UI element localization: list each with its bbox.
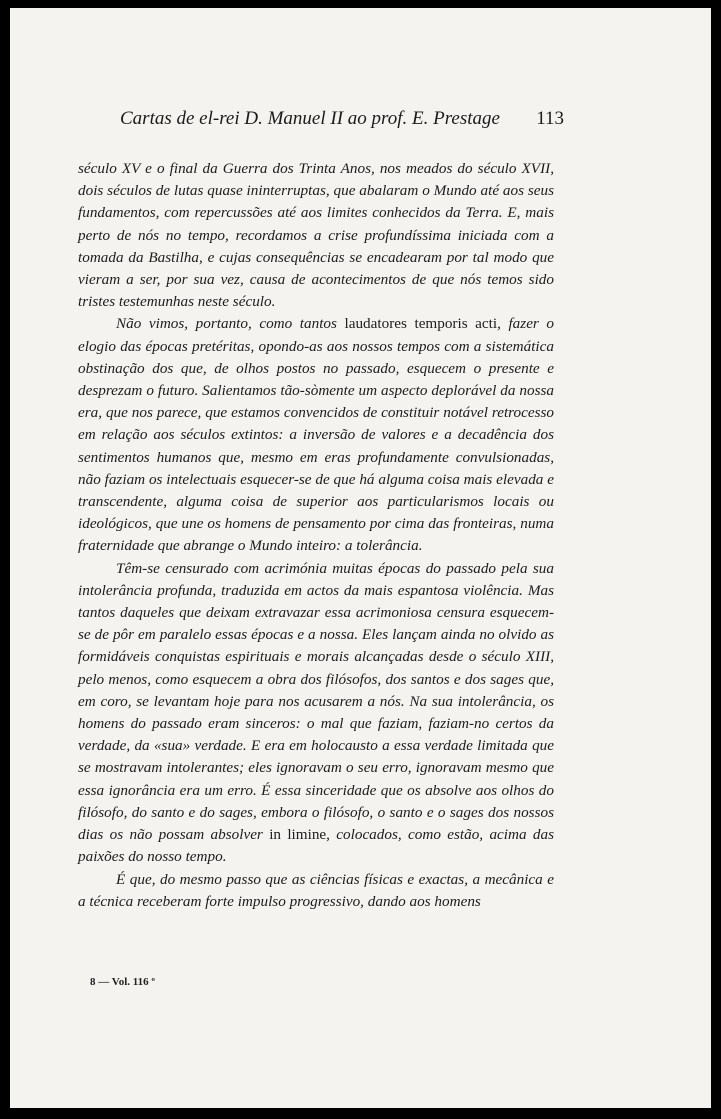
book-page bbox=[10, 8, 711, 1108]
body-text bbox=[78, 158, 554, 913]
paragraph-3 bbox=[78, 558, 554, 869]
paragraph-4 bbox=[78, 869, 554, 913]
paragraph-1-text: século XV e o final da Guerra dos Trinta Anos, nos meados do século XVII, dois séculos de lutas quase ininterruptas, que abalaram o Mundo até aos seus fundamentos, com repercussões até aos limites conhecidos da Terra. E, mais perto de nós no tempo, recordamos a crise profundíssima iniciada com a tomada da Bastilha, e cujas consequências se encadearam por tal modo que vieram a ser, por sua vez, causa de acontecimentos de que nós temos sido tristes testemunhas neste século. bbox=[78, 160, 554, 311]
paragraph-3-text-a: Têm-se censurado com acrimónia muitas épocas do passado pela sua intolerância profunda, traduzida em actos da mais espantosa violência. Mas tantos daqueles que deixam extravazar essa acrimoniosa censura esquecem-se de pôr em paralelo essas épocas e a nossa. Eles lançam ainda no olvido as formidáveis conquistas espirituais e morais alcançadas desde o século XIII, pelo menos, como esquecem a obra dos filósofos, dos santos e dos sages que, em coro, se levantam hoje para nos acusarem a nós. Na sua intolerância, os homens do passado eram sinceros: o mal que faziam, faziam-no certos da verdade, da «sua» verdade. E era em holocausto a essa verdade limitada que se mostravam intolerantes; eles ignoravam o seu erro, ignoravam mesmo que essa ignorância era um erro. É essa sinceridade que os absolve aos olhos do filósofo, do santo e do sages, embora o filósofo, o santo e o sages dos nossos dias os não possam absolver bbox=[78, 559, 554, 844]
printer-signature: 8 — Vol. 116 º bbox=[90, 976, 156, 988]
latin-phrase-in-limine: in limine bbox=[269, 826, 327, 844]
paragraph-1 bbox=[78, 158, 554, 313]
paragraph-2-text-a: Não vimos, portanto, como tantos bbox=[116, 315, 345, 333]
paragraph-2 bbox=[78, 313, 554, 557]
running-title: Cartas de el-rei D. Manuel II ao prof. E. Prestage bbox=[120, 108, 500, 129]
paragraph-3-text-b: , colocados, como estão, acima das paixões do nosso tempo. bbox=[78, 826, 555, 866]
latin-phrase: laudatores temporis acti bbox=[344, 315, 498, 333]
paragraph-2-text-b: , fazer o elogio das épocas pretéritas, opondo-as aos nossos tempos com a sistemática obstinação dos que, de olhos postos no passado, esquecem o presente e desprezam o futuro. Salientamos tão-sòmente um aspecto deplorável da nossa era, que nos parece, que estamos convencidos de constituir notável retrocesso em relação aos séculos extintos: a inversão de valores e a decadência dos sentimentos humanos que, mesmo em eras profundamente convulsionadas, não faziam os intelectuais esquecer-se de que há alguma coisa mais elevada e transcendente, alguma coisa de superior aos particularismos locais ou ideológicos, que une os homens de pensamento por cima das fronteiras, numa fraternidade que abrange o Mundo inteiro: a tolerância. bbox=[78, 315, 554, 555]
running-header bbox=[120, 108, 564, 136]
page-number: 113 bbox=[536, 108, 564, 129]
paragraph-4-text: É que, do mesmo passo que as ciências físicas e exactas, a mecânica e a técnica receberam forte impulso progressivo, dando aos homens bbox=[78, 870, 554, 910]
